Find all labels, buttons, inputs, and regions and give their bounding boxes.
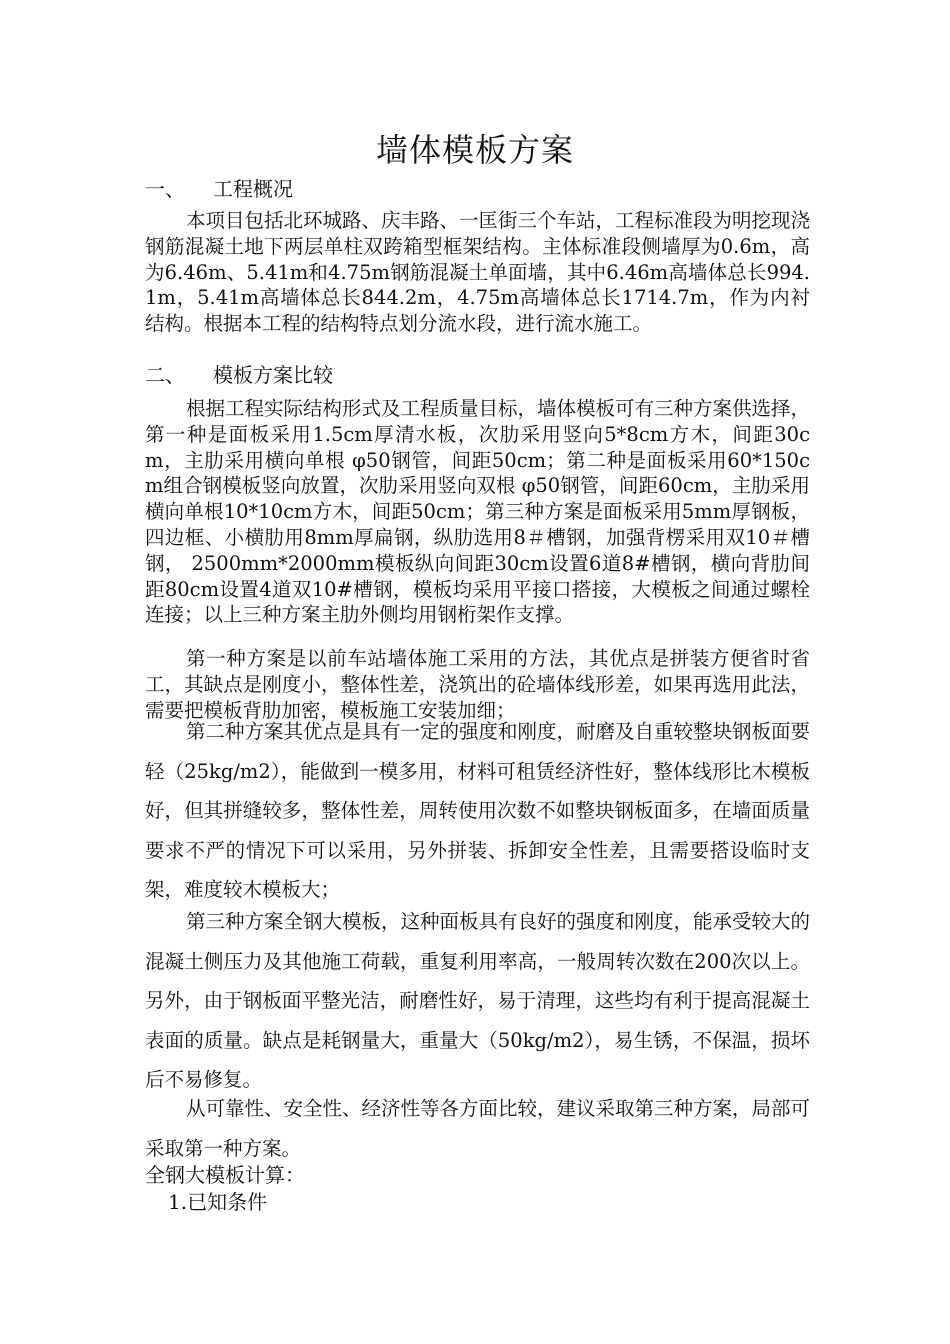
overview-paragraph: 本项目包括北环城路、庆丰路、一匡街三个车站，工程标准段为明挖现浇钢筋混凝土地下两层单柱双跨箱型框架结构。主体标准段侧墙厚为0.6m，高为6.46m、5.41m和4.75m钢筋混凝土单面墙，其中6.46m高墙体总长994.1m，5.41m高墙体总长844.2m，4.75m高墙体总长1714.7m，作为内衬结构。根据本工程的结构特点划分流水段，进行流水施工。 bbox=[145, 209, 811, 336]
section-heading-comparison bbox=[145, 362, 333, 388]
section-number: 一、 bbox=[145, 177, 185, 201]
section-title: 模板方案比较 bbox=[213, 363, 333, 387]
comparison-paragraph: 根据工程实际结构形式及工程质量目标，墙体模板可有三种方案供选择，第一种是面板采用1.5cm厚清水板，次肋采用竖向5*8cm方木，间距30cm，主肋采用横向单根 φ50钢管，间距50cm；第二种是面板采用60*150cm组合钢模板竖向放置，次肋采用竖向双根 φ50钢管，间距60cm，主肋采用横向单根10*10cm方木，间距50cm；第三种方案是面板采用5mm厚钢板，四边框、小横肋用8mm厚扁钢，纵肋选用8＃槽钢，加强背楞采用双10＃槽钢， 2500mm*2000mm模板纵向间距30cm设置6道8#槽钢，横向背肋间距80cm设置4道双10#槽钢，模板均采用平接口搭接，大模板之间通过螺栓连接；以上三种方案主肋外侧均用钢桁架作支撑。 bbox=[145, 397, 811, 627]
calc-subheading: 1.已知条件 bbox=[168, 1190, 268, 1214]
section-number: 二、 bbox=[145, 363, 185, 387]
option-one-paragraph: 第一种方案是以前车站墙体施工采用的方法，其优点是拼装方便省时省工，其缺点是刚度小，整体性差，浇筑出的砼墙体线形差，如果再选用此法，需要把模板背肋加密，模板施工安装加细； bbox=[145, 647, 810, 722]
section-title: 工程概况 bbox=[213, 177, 293, 201]
calc-heading: 全钢大模板计算： bbox=[145, 1163, 305, 1187]
document-title: 墙体模板方案 bbox=[375, 131, 574, 169]
recommendation-paragraph: 从可靠性、安全性、经济性等各方面比较，建议采取第三种方案，局部可采取第一种方案。 bbox=[145, 1097, 811, 1160]
section-heading-overview bbox=[145, 176, 293, 202]
option-two-paragraph: 第二种方案其优点是具有一定的强度和刚度，耐磨及自重较整块钢板面要轻（25kg/m2），能做到一模多用，材料可租赁经济性好，整体线形比木模板好，但其拼缝较多，整体性差，周转使用次数不如整块钢板面多，在墙面质量要求不严的情况下可以采用，另外拼装、拆卸安全性差，且需要搭设临时支架，难度较木模板大； bbox=[145, 720, 811, 901]
option-three-paragraph: 第三种方案全钢大模板，这种面板具有良好的强度和刚度，能承受较大的混凝土侧压力及其他施工荷载，重复利用率高，一般周转次数在200次以上。另外，由于钢板面平整光洁，耐磨性好，易于清理，这些均有利于提高混凝土表面的质量。缺点是耗钢量大，重量大（50kg/m2），易生锈，不保温，损坏后不易修复。 bbox=[145, 910, 811, 1091]
